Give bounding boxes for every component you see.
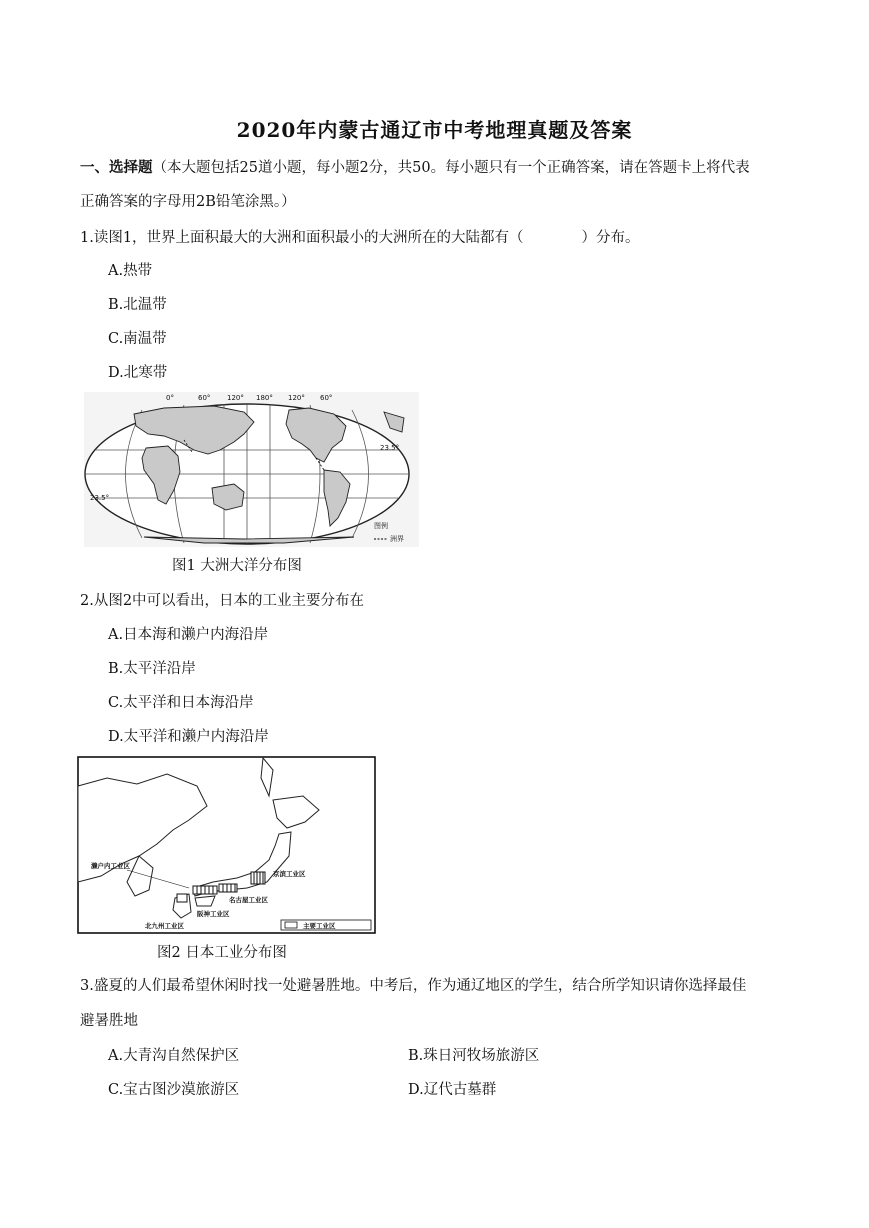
q2-option-b[interactable]: B.太平洋沿岸 [108,661,196,677]
lon-label: 180° [256,394,273,402]
lon-label: 120° [288,394,305,402]
figure-2-caption: 图2 日本工业分布图 [157,945,287,961]
q3-stem-line1: 3.盛夏的人们最希望休闲时找一处避暑胜地。中考后，作为通辽地区的学生，结合所学知识请你选择最佳 [80,978,747,994]
q3-option-d[interactable]: D.辽代古墓群 [408,1082,497,1098]
section-intro-line1: （本大题包括25道小题，每小题2分，共50。每小题只有一个正确答案，请在答题卡上将代表 [152,160,750,176]
label-setonaikai: 濑户内工业区 [91,862,130,870]
section-intro [80,158,750,178]
q2-option-d[interactable]: D.太平洋和濑户内海沿岸 [108,729,269,745]
section-intro-line2: 正确答案的字母用2B铅笔涂黑。） [80,194,296,210]
q1-option-b[interactable]: B.北温带 [108,297,167,313]
label-hanshin: 阪神工业区 [197,910,230,918]
legend-item: 洲界 [390,535,404,543]
q1-option-a[interactable]: A.热带 [108,263,153,279]
label-keihin: 京滨工业区 [273,870,306,878]
q1-option-c[interactable]: C.南温带 [108,331,167,347]
lat-label-north: 23.5° [380,444,400,452]
legend-zone-icon [285,922,297,928]
shikoku [195,896,215,906]
q1-stem: 1.读图1，世界上面积最大的大洲和面积最小的大洲所在的大陆都有（ ）分布。 [80,230,640,246]
q3-stem-line2: 避暑胜地 [80,1013,138,1029]
world-map-figure [84,392,419,547]
figure-1-caption: 图1 大洲大洋分布图 [172,558,302,574]
legend-title: 图例 [374,522,388,530]
q3-option-c[interactable]: C.宝古图沙漠旅游区 [108,1082,240,1098]
lat-label-south: 23.5° [90,494,110,502]
page-title: 2020年内蒙古通辽市中考地理真题及答案 [236,118,633,142]
q2-option-a[interactable]: A.日本海和濑户内海沿岸 [108,627,269,643]
lon-label: 60° [320,394,333,402]
lon-label: 60° [198,394,211,402]
lon-label: 120° [227,394,244,402]
lon-label: 0° [166,394,174,402]
q3-option-a[interactable]: A.大青沟自然保护区 [108,1048,240,1064]
q1-option-d[interactable]: D.北寒带 [108,365,168,381]
q2-stem: 2.从图2中可以看出，日本的工业主要分布在 [80,593,365,609]
q3-option-b[interactable]: B.珠日河牧场旅游区 [408,1048,540,1064]
label-kitakyushu: 北九州工业区 [145,922,184,930]
japan-map-figure [77,756,376,934]
q2-option-c[interactable]: C.太平洋和日本海沿岸 [108,695,254,711]
label-nagoya: 名古屋工业区 [229,896,268,904]
legend-label: 主要工业区 [303,922,336,930]
section-heading: 一、选择题 [80,159,153,176]
